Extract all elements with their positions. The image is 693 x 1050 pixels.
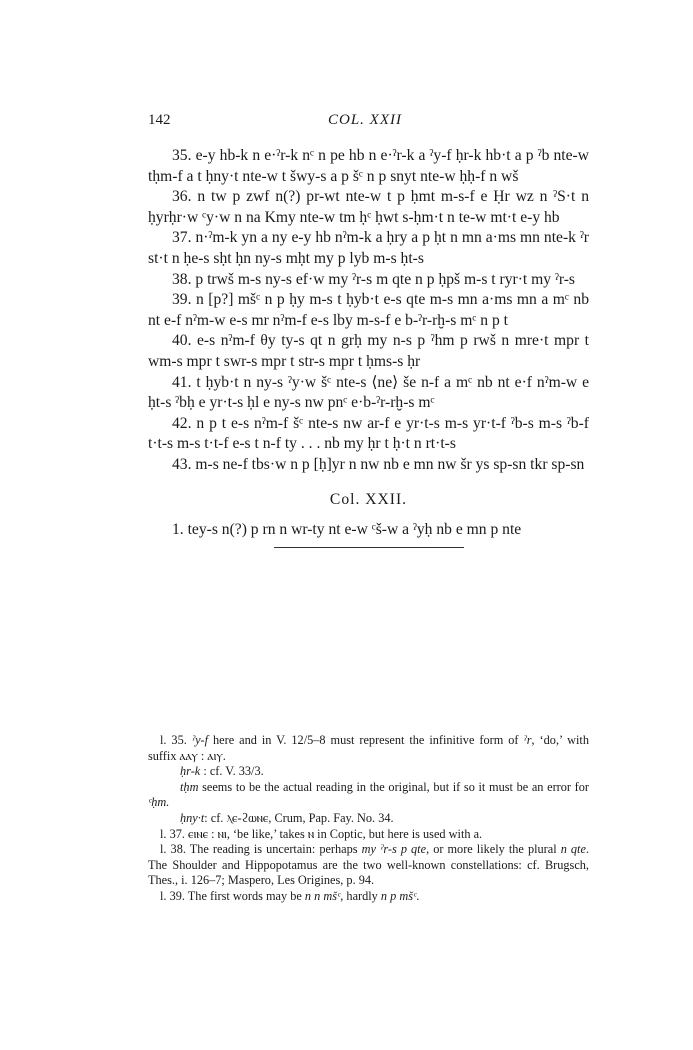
note-35-thm: tḥm seems to be the actual reading in the original, but if so it must be an error for ᶜḥm. xyxy=(148,779,589,810)
note-35: l. 35. ˀy-f here and in V. 12/5–8 must represent the infinitive form of ˀr, ‘do,’ with suffix ⲁⲁⲩ : ⲁⲓⲩ. xyxy=(148,733,589,763)
note-35-hny: ḥny·t: cf. ⲗⲉ-ϩⲱⲛⲉ, Crum, Pap. Fay. No. 34. xyxy=(180,810,394,825)
page-number: 142 xyxy=(148,112,171,128)
note-38: l. 38. The reading is uncertain: perhaps my ˀr-s p qte, or more likely the plural n qte. The Shoulder and Hippopotamus are the two well-known constellations: cf. Brugsch, Thes., i. 126–7; Maspero, Les Origines, p. 94. xyxy=(148,842,589,888)
note-39: l. 39. The first words may be n n mšᶜ, hardly n p mšᶜ. xyxy=(160,888,420,903)
verse-37: 37. n·ˀm-k yn a ny e-y hb nˀm-k a ḥry a p ḥt n mn a·ms mn nte-k ˀr st·t n ḥe-s sḥt ḥn ny-s mḥt my p lyb m-s ḥt-s xyxy=(148,229,589,267)
verse-39: 39. n [p?] mšᶜ n p ḥy m-s t ḥyb·t e-s qte m-s mn a·ms mn a mᶜ nb nt e-f nˀm-w e-s mr nˀm-f e-s lby m-s-f e b-ˀr-rḫ-s mᶜ n p t xyxy=(148,291,589,329)
verse-40: 40. e-s nˀm-f θy ty-s qt n grḥ my n-s p ˀhm p rwš n mre·t mpr t wm-s mpr t swr-s mpr t str-s mpr t ḥms-s ḥr xyxy=(148,332,589,370)
verse-42: 42. n p t e-s nˀm-f šᶜ nte-s nw ar-f e yr·t-s m-s yr·t-f ˀb-s m-s ˀb-f t·t-s m-s t·t-f e-s t n-f ty . . . nb my ḥr t ḥ·t n rt·t-s xyxy=(148,414,589,453)
verse-41: 41. t ḥyb·t n ny-s ˀy·w šᶜ nte-s ⟨ne⟩ še n-f a mᶜ nb nt e·f nˀm-w e ḥt-s ˀbḥ e yr·t-s ḥl e ny-s nw pnᶜ e·b-ˀr-rḫ-s mᶜ xyxy=(148,373,589,412)
footnotes xyxy=(148,733,589,905)
note-35-hrk: ḥr-k : cf. V. 33/3. xyxy=(180,764,264,779)
verse-38: 38. p trwš m-s ny-s ef·w my ˀr-s m qte n p ḥpš m-s t ryr·t my ˀr-s xyxy=(172,270,575,288)
column-heading: Col. XXII. xyxy=(329,490,408,508)
footnote-divider xyxy=(274,547,464,548)
verse-35: 35. e-y hb-k n e·ˀr-k nᶜ n pe hb n e·ˀr-k a ˀy-f ḥr-k hb·t a p ˀb nte-w tḥm-f a t ḥny·t nte-w t šwy-s a p šᶜ n p snyt nte-w ḥḥ-f n wš xyxy=(148,147,589,185)
verse-43: 43. m-s ne-f tbs·w n p [ḥ]yr n nw nb e mn nw šr ys sp-sn tkr sp-sn xyxy=(172,455,585,473)
column-title: COL. XXII xyxy=(328,112,402,128)
col22-verse-1: 1. tey-s n(?) p rn n wr-ty nt e-w ᶜš-w a ˀyḥ nb e mn p nte xyxy=(172,521,522,539)
main-text xyxy=(148,146,589,560)
running-header xyxy=(148,112,588,132)
note-37: l. 37. ⲉⲓⲛⲉ : ⲛⲓ, ‘be like,’ takes ⲛ in Coptic, but here is used with a. xyxy=(160,826,483,841)
verse-36: 36. n tw p zwf n(?) pr-wt nte-w t p ḥmt m-s-f e Ḥr wz n ˀS·t n ḥyrḥr·w ᶜy·w n na Kmy nte-w tm ḥᶜ ḥwt s-ḥm·t n te-w mt·t e-y hb xyxy=(148,188,589,226)
